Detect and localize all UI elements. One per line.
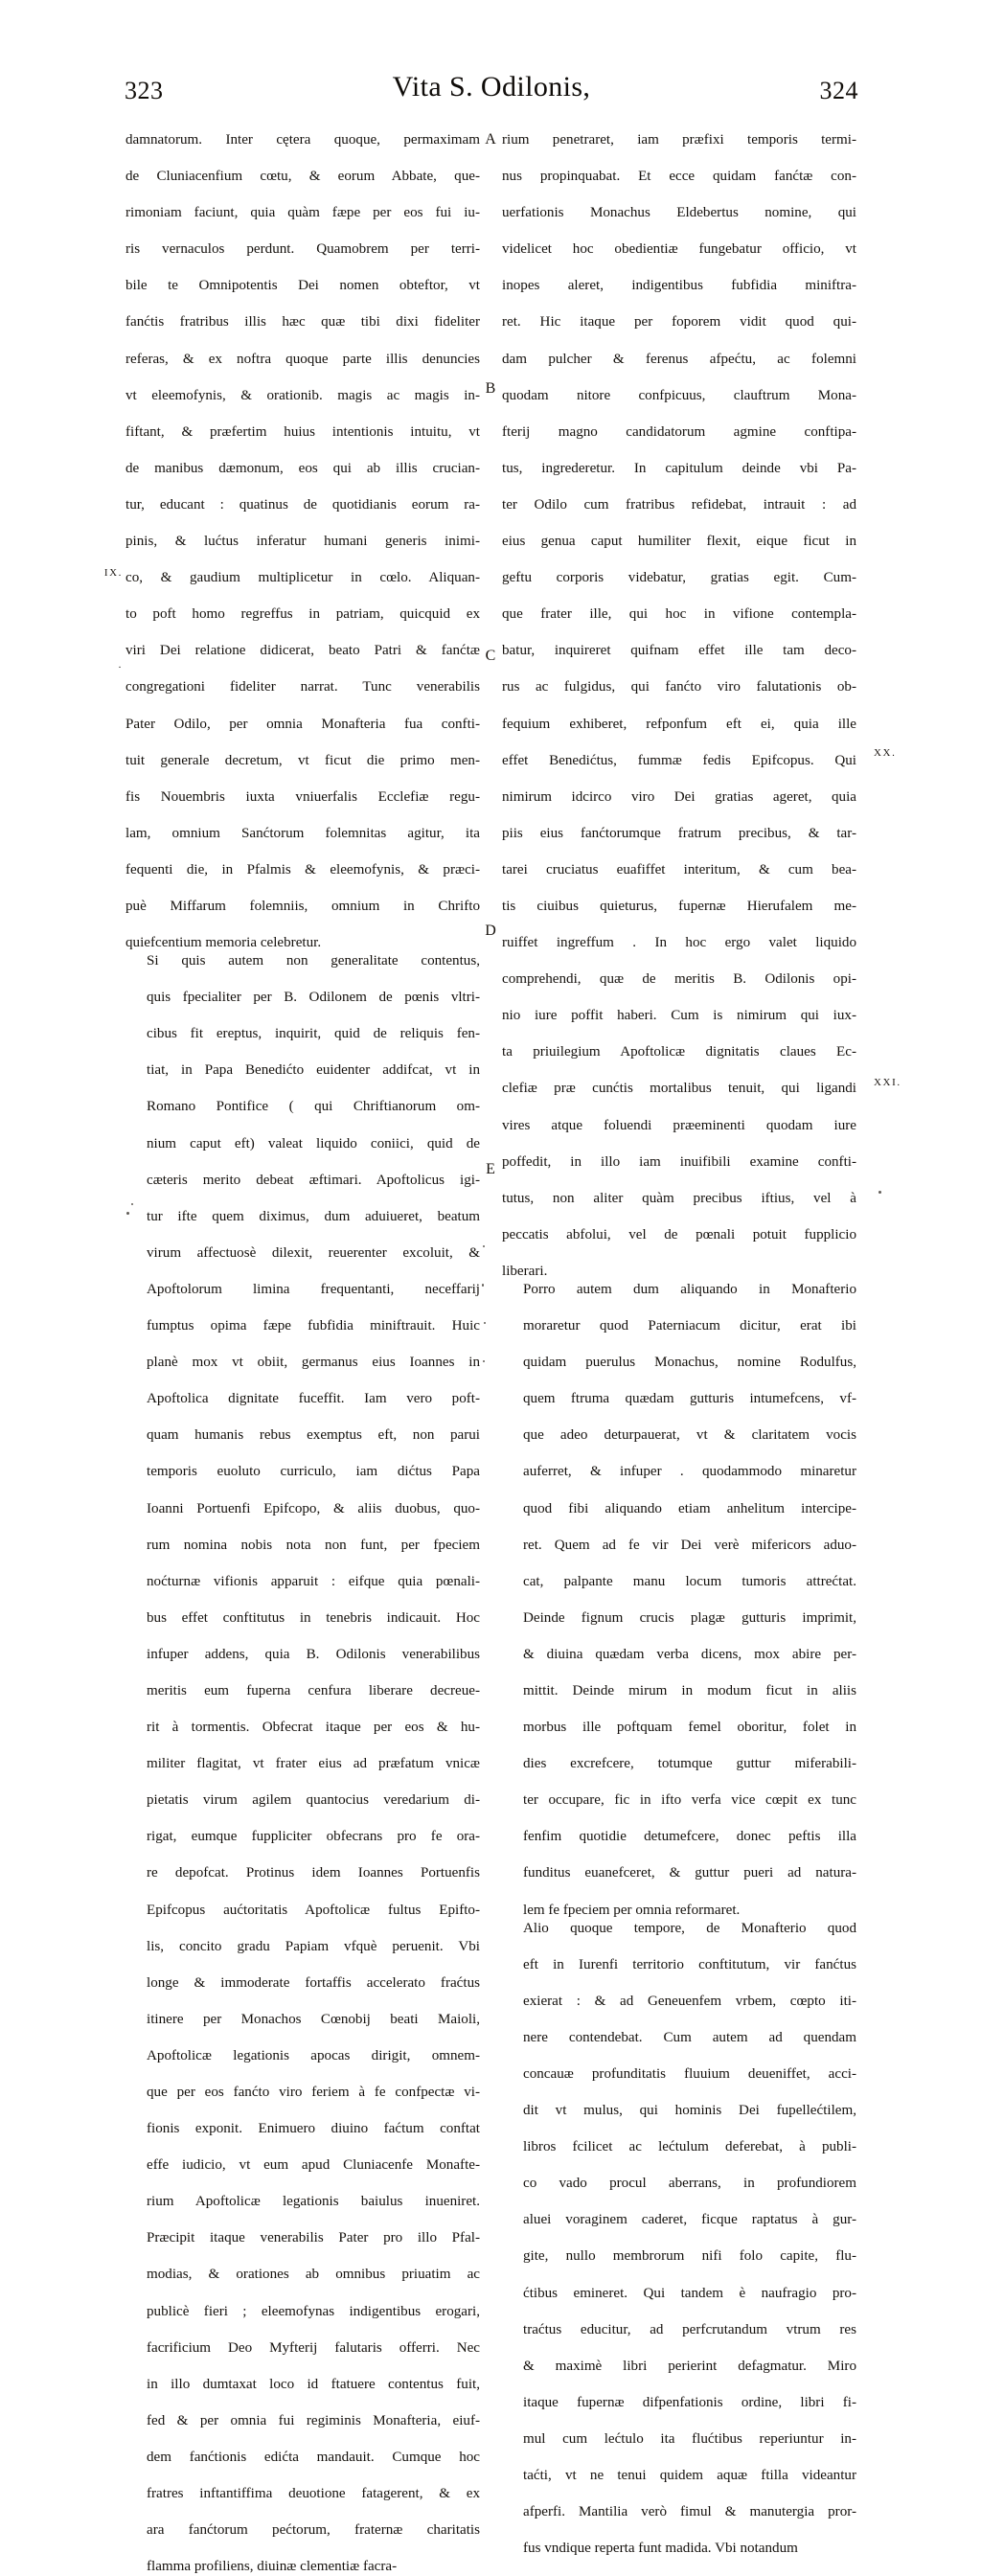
text-line: temporis euoluto curriculo, iam dićtus Papa (147, 1464, 480, 1480)
text-line: uerfationis Monachus Eldebertus nomine, qui (502, 205, 856, 221)
text-line: fenfim quotidie detumefcere, donec peftis illa (523, 1829, 856, 1845)
text-line: ter occupare, fic in ifto verfa vice cœpit ex tunc (523, 1792, 856, 1809)
folio-number-recto: 324 (819, 77, 858, 104)
running-head (125, 71, 858, 113)
paragraph (502, 1281, 856, 1920)
text-line: & maximè libri perierint defagmatur. Miro (523, 2358, 856, 2374)
text-line: facrificium Deo Myfterij falutaris offerri. Nec (147, 2339, 480, 2356)
text-line: concauæ profunditatis fluuium deueniffet, acci- (523, 2065, 856, 2082)
text-line: tuit generale decretum, vt ficut die primo men- (125, 752, 480, 768)
text-line: to poft homo regreffus in patriam, quicquid ex (125, 606, 480, 623)
scan-speck (482, 1284, 484, 1287)
text-line: quis fpecialiter per B. Odilonem de pœnis vltri- (147, 990, 480, 1006)
text-line: co vado procul aberrans, in profundiorem (523, 2176, 856, 2192)
text-line: itinere per Monachos Cœnobij beati Maioli, (147, 2011, 480, 2027)
paragraph (125, 952, 480, 2576)
scan-speck (878, 1191, 881, 1194)
text-line: morbus ille poftquam femel oboritur, folet in (523, 1720, 856, 1736)
text-line: vt eleemofynis, & orationib. magis ac magis in- (125, 387, 480, 403)
text-line: rium Apoftolicæ legationis baiulus inueniret. (147, 2194, 480, 2210)
text-line: bus effet conftitutus in tenebris indicauit. Hoc (147, 1609, 480, 1626)
text-line: dem fanćtionis edićta mandauit. Cumque hoc (147, 2449, 480, 2465)
marginal-section-number-xx: XX. (874, 747, 897, 759)
text-line: itaque fupernæ difpenfationis ordine, libri fi- (523, 2394, 856, 2410)
text-line: fus vndique reperta funt madida. Vbi notandum (523, 2541, 798, 2557)
scan-speck (126, 1212, 129, 1215)
text-line: dit vt mulus, qui hominis Dei fupellećtilem, (523, 2103, 856, 2119)
text-line: longe & immoderate fortaffis accelerato fraćtus (147, 1974, 480, 1991)
text-line: referas, & ex noftra quoque parte illis denuncies (125, 351, 480, 367)
text-line: cat, palpante manu locum tumoris attrećtat. (523, 1573, 856, 1589)
text-line: nimirum idcirco viro Dei gratias ageret, quia (502, 788, 856, 805)
text-line: Deinde fignum crucis plagæ gutturis imprimit, (523, 1609, 856, 1626)
text-line: lam, omnium Sanćtorum folemnitas agitur, ita (125, 825, 480, 841)
text-line: rus ac fulgidus, qui fanćto viro falutationis ob- (502, 679, 856, 695)
text-line: lem fe fpeciem per omnia reformaret. (523, 1902, 741, 1918)
text-line: tiat, in Papa Benedićto euidenter addifcat, vt in (147, 1062, 480, 1079)
folio-number-verso: 323 (125, 77, 164, 104)
text-line: quod fibi aliquando etiam anhelitum intercipe- (523, 1500, 856, 1516)
text-line: congregationi fideliter narrat. Tunc venerabilis (125, 679, 480, 695)
text-line: ruiffet ingreffum . In hoc ergo valet liquido (502, 935, 856, 951)
gutter-letter-b: B (485, 380, 496, 397)
scan-speck (483, 1360, 485, 1362)
text-line: & diuina quædam verba dicens, mox abire per- (523, 1646, 856, 1662)
text-line: virum affectuosè dilexit, reuerenter excoluit, & (147, 1244, 480, 1261)
text-line: comprehendi, quæ de meritis B. Odilonis opi- (502, 971, 856, 988)
text-line: fumptus opima fæpe fubfidia miniftrauit. Huic (147, 1318, 480, 1334)
text-line: in illo dumtaxat loco id ftatuere contentus fuit, (147, 2376, 480, 2392)
text-line: noćturnæ vifionis apparuit : eifque quia pœnali- (147, 1573, 480, 1589)
paragraph (502, 131, 856, 1281)
text-line: fequenti die, in Pfalmis & eleemofynis, & præci- (125, 861, 480, 878)
text-line: gite, nullo membrorum nifi folo capite, flu- (523, 2248, 856, 2265)
text-line: bile te Omnipotentis Dei nomen obteftor, vt (125, 278, 480, 294)
gutter-letter-d: D (485, 923, 496, 939)
text-line: lis, concito gradu Papiam vfquè peruenit. Vbi (147, 1938, 480, 1954)
text-column-left (125, 131, 480, 2576)
text-line: viri Dei relatione didicerat, beato Patri & fanćtæ (125, 643, 480, 659)
text-line: poffedit, in illo iam inuifibili examine confti- (502, 1153, 856, 1170)
marginal-dot-mark: . (118, 659, 123, 671)
text-line: infuper addens, quia B. Odilonis venerabilibus (147, 1646, 480, 1662)
paragraph (125, 131, 480, 952)
text-line: nus propinquabat. Et ecce quidam fanćtæ con- (502, 169, 856, 185)
text-line: militer flagitat, vt frater eius ad præfatum vnicæ (147, 1756, 480, 1772)
text-line: vires atque foluendi præeminenti quodam iure (502, 1117, 856, 1133)
text-line: nium caput eft) valeat liquido coniici, quid de (147, 1135, 480, 1151)
text-line: ta priuilegium Apoftolicæ dignitatis claues Ec- (502, 1044, 856, 1060)
scan-speck (131, 1203, 133, 1205)
text-line: planè mox vt obiit, germanus eius Ioannes in (147, 1355, 480, 1371)
text-line: libros fcilicet ac lećtulum deferebat, à publi- (523, 2139, 856, 2155)
text-line: tur, educant : quatinus de quotidianis eorum ra- (125, 496, 480, 513)
text-line: funditus euanefceret, & guttur pueri ad natura- (523, 1865, 856, 1881)
text-line: Porro autem dum aliquando in Monafterio (523, 1281, 856, 1297)
text-line: tutus, non aliter quàm precibus iftius, vel à (502, 1190, 856, 1206)
text-line: Romano Pontifice ( qui Chriftianorum om- (147, 1099, 480, 1115)
text-line: quodam nitore confpicuus, clauftrum Mona- (502, 387, 856, 403)
text-line: Apoftolica dignitate fuceffit. Iam vero poft- (147, 1391, 480, 1407)
text-line: quidam puerulus Monachus, nomine Rodulfus, (523, 1355, 856, 1371)
text-line: quiefcentium memoria celebretur. (125, 935, 322, 951)
text-line: quam humanis rebus exemptus eft, non parui (147, 1427, 480, 1444)
text-line: flamma profiliens, diuinæ clementiæ facra- (147, 2559, 398, 2575)
text-line: fis Nouembris iuxta vniuerfalis Ecclefiæ regu- (125, 788, 480, 805)
text-line: que adeo deturpauerat, vt & claritatem vocis (523, 1427, 856, 1444)
text-line: effet Benedićtus, fummæ fedis Epifcopus. Qui (502, 752, 856, 768)
paragraph (502, 1920, 856, 2559)
text-line: rium penetraret, iam præfixi temporis termi- (502, 132, 856, 148)
text-line: auferret, & infuper . quodammodo minaretur (523, 1464, 856, 1480)
text-line: videlicet hoc obedientiæ fungebatur officio, vt (502, 241, 856, 258)
text-line: rimoniam faciunt, quia quàm fæpe per eos fui iu- (125, 205, 480, 221)
text-line: tis ciuibus quieturus, fupernæ Hierufalem me- (502, 898, 856, 914)
gutter-letter-c: C (485, 648, 496, 664)
text-line: Epifcopus aućtoritatis Apoftolicæ fultus Epifto- (147, 1902, 480, 1918)
text-line: peccatis abfolui, vel de pœnali potuit fupplicio (502, 1226, 856, 1242)
text-line: dies excrefcere, totumque guttur miferabili- (523, 1756, 856, 1772)
text-line: rit à tormentis. Obfecrat itaque per eos & hu- (147, 1720, 480, 1736)
text-line: effe iudicio, vt eum apud Cluniacenfe Monafte- (147, 2157, 480, 2174)
text-line: ara fanćtorum pećtorum, fraternæ charitatis (147, 2522, 480, 2539)
text-line: Apoftolicæ legationis apocas dirigit, omnem- (147, 2047, 480, 2063)
text-line: ret. Hic itaque per foporem vidit quod qui- (502, 314, 856, 331)
text-line: que per eos fanćto viro feriem à fe confpectæ vi- (147, 2085, 480, 2101)
text-line: re depofcat. Protinus idem Ioannes Portuenfis (147, 1865, 480, 1881)
text-line: clefiæ præ cunćtis mortalibus tenuit, qui ligandi (502, 1081, 856, 1097)
text-line: de Cluniacenfium cœtu, & eorum Abbate, que- (125, 169, 480, 185)
text-line: cibus fit ereptus, inquirit, quid de reliquis fen- (147, 1026, 480, 1042)
text-line: Præcipit itaque venerabilis Pater pro illo Pfal- (147, 2230, 480, 2246)
text-line: ter Odilo cum fratribus refidebat, intrauit : ad (502, 496, 856, 513)
text-line: eius genua caput humiliter flexit, eique ficut in (502, 534, 856, 550)
text-line: taćti, vt ne tenui quidem aquæ ftilla videantur (523, 2468, 856, 2483)
text-line: modias, & orationes ab omnibus priuatim ac (147, 2267, 480, 2283)
scan-speck (483, 1245, 485, 1247)
gutter-letter-a: A (485, 131, 496, 148)
text-line: ret. Quem ad fe vir Dei verè mifericors aduo- (523, 1537, 856, 1553)
text-line: liberari. (502, 1263, 548, 1279)
text-line: Si quis autem non generalitate contentus, (147, 953, 480, 969)
text-line: traćtus educitur, ad perfcrutandum vtrum res (523, 2321, 856, 2337)
text-line: puè Miffarum folemniis, omnium in Chrifto (125, 898, 480, 914)
text-line: fterij magno candidatorum agmine conftipa- (502, 423, 856, 440)
text-column-right (502, 131, 856, 2558)
text-line: rigat, eumque fuppliciter obfecrans pro fe ora- (147, 1829, 480, 1845)
text-line: co, & gaudium multiplicetur in cœlo. Aliquan- (125, 570, 480, 586)
text-line: Apoftolorum limina frequentanti, neceffarij (147, 1281, 480, 1297)
text-line: afperfi. Mantilia verò fimul & manutergia pror- (523, 2504, 856, 2520)
text-line: Alio quoque tempore, de Monafterio quod (523, 1920, 856, 1936)
text-line: fionis exponit. Enimuero diuino faćtum conftat (147, 2121, 480, 2137)
text-line: fed & per omnia fui regiminis Monafteria, eiuf- (147, 2412, 480, 2428)
text-line: inopes aleret, indigentibus fubfidia miniftra- (502, 278, 856, 294)
text-line: quem ftruma quædam gutturis intumefcens, vf- (523, 1391, 856, 1407)
text-line: ćtibus emineret. Qui tandem è naufragio pro- (523, 2285, 856, 2301)
text-line: geftu corporis videbatur, gratias egit. Cum- (502, 570, 856, 586)
text-line: nere contendebat. Cum autem ad quendam (523, 2029, 856, 2045)
text-line: moraretur quod Paterniacum dicitur, erat ibi (523, 1318, 856, 1334)
text-line: damnatorum. Inter cętera quoque, permaximam (125, 132, 480, 148)
text-line: fratres inftantiffima deuotione fatagerent, & ex (147, 2486, 480, 2502)
text-line: nio iure poffit haberi. Cum is nimirum qui iux- (502, 1008, 856, 1024)
text-line: fequium exhiberet, refponfum eft ei, quia ille (502, 716, 856, 732)
text-line: mul cum lećtulo ita flućtibus reperiuntur in- (523, 2430, 856, 2447)
gutter-letter-e: E (486, 1161, 495, 1177)
text-line: exierat : & ad Geneuenfem vrbem, cœpto iti- (523, 1993, 856, 2009)
text-line: que frater ille, qui hoc in vifione contempla- (502, 606, 856, 623)
text-line: aluei voraginem caderet, ficque raptatus à gur- (523, 2212, 856, 2228)
text-line: pietatis virum agilem quantocius veredarium di- (147, 1792, 480, 1809)
text-line: piis eius fanćtorumque fratrum precibus, & tar- (502, 825, 856, 841)
text-line: tarei cruciatus euafiffet interitum, & cum bea- (502, 861, 856, 878)
text-line: cæteris merito debeat æftimari. Apoftolicus igi- (147, 1172, 480, 1188)
text-line: de manibus dæmonum, eos qui ab illis crucian- (125, 460, 480, 476)
text-line: rum nomina nobis nota non funt, per fpeciem (147, 1537, 480, 1553)
text-line: batur, inquireret quifnam effet ille tam deco- (502, 643, 856, 659)
text-line: Ioanni Portuenfi Epifcopo, & aliis duobus, quo- (147, 1500, 480, 1516)
text-line: dam pulcher & ferenus afpećtu, ac folemni (502, 351, 856, 367)
marginal-section-number-ix: IX. (103, 567, 123, 579)
text-line: pinis, & lućtus inferatur humani generis inimi- (125, 534, 480, 550)
text-line: fanćtis fratribus illis hæc quæ tibi dixi fideliter (125, 314, 480, 331)
text-line: tur ifte quem diximus, dum aduiueret, beatum (147, 1208, 480, 1224)
marginal-section-number-xxi: XXI. (874, 1077, 901, 1088)
text-line: ris vernaculos perdunt. Quamobrem per terri- (125, 241, 480, 258)
text-line: Pater Odilo, per omnia Monafteria fua confti- (125, 716, 480, 732)
text-line: meritis eum fuperna cenfura liberare decreue- (147, 1682, 480, 1698)
page-title: Vita S. Odilonis, (392, 71, 591, 103)
text-line: mittit. Deinde mirum in modum ficut in aliis (523, 1682, 856, 1698)
text-line: tus, ingrederetur. In capitulum deinde vbi Pa- (502, 460, 856, 476)
text-line: publicè fieri ; eleemofynas indigentibus erogari, (147, 2303, 480, 2319)
scan-speck (484, 1322, 486, 1324)
text-line: fiftant, & præfertim huius intentionis intuitu, vt (125, 423, 480, 440)
text-line: eft in Iurenfi territorio conftitutum, vir fanćtus (523, 1956, 856, 1972)
